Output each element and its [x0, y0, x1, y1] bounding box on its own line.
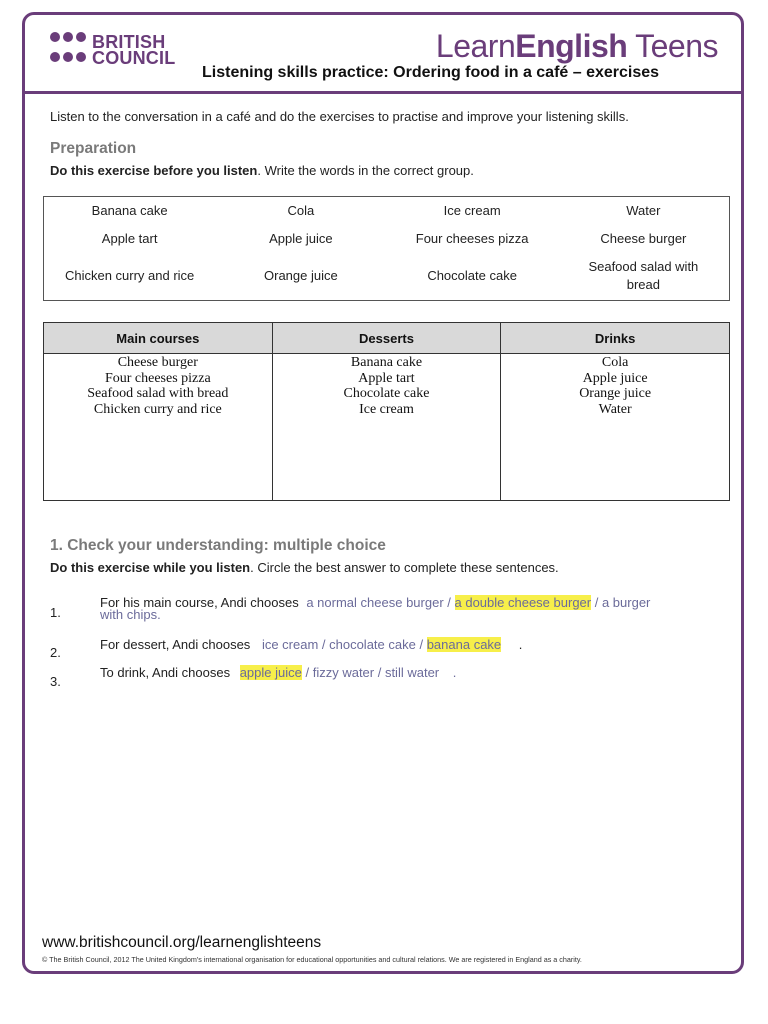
answer-option[interactable]: / fizzy water / still water — [305, 665, 440, 680]
question-2: For dessert, Andi chooses ice cream / chocolate cake / banana cake . — [100, 637, 523, 652]
preparation-instruction: Do this exercise before you listen. Write the words in the correct group. — [50, 163, 474, 178]
dessert-item: Apple tart — [358, 370, 415, 386]
answer-option-selected[interactable]: a double cheese burger — [454, 595, 592, 610]
exercise-1-heading: 1. Check your understanding: multiple choice — [50, 537, 386, 554]
word-item: Apple tart — [101, 230, 158, 246]
question-number: 2. — [50, 645, 61, 660]
dessert-item: Chocolate cake — [343, 386, 430, 401]
drinks-cell[interactable] — [501, 354, 730, 501]
main-course-item: Seafood salad with bread — [87, 386, 229, 401]
question-number: 1. — [50, 605, 61, 620]
learnenglish-teens-brand: LearnEnglish Teens — [435, 28, 718, 64]
word-item: Cola — [287, 202, 315, 218]
question-number: 3. — [50, 674, 61, 689]
preparation-heading: Preparation — [50, 140, 137, 157]
word-item: Apple juice — [269, 230, 333, 246]
word-item: Chocolate cake — [427, 268, 517, 283]
question-1: For his main course, Andi chooses a normal cheese burger / a double cheese burger / a burger with chips. — [100, 595, 651, 622]
main-course-item: Chicken curry and rice — [93, 401, 222, 417]
drink-item: Apple juice — [582, 370, 648, 386]
header-divider — [22, 91, 744, 94]
answer-option-selected[interactable]: banana cake — [426, 637, 502, 652]
word-item: Cheese burger — [600, 230, 687, 246]
column-header-drinks: Drinks — [501, 323, 730, 354]
word-item: Orange juice — [264, 268, 338, 283]
main-course-item: Four cheeses pizza — [104, 370, 211, 386]
word-item: Four cheeses pizza — [415, 230, 529, 246]
answer-option[interactable]: ice cream / chocolate cake / — [261, 637, 424, 652]
column-header-desserts: Desserts — [272, 323, 501, 354]
dessert-item: Ice cream — [359, 401, 414, 417]
answer-option[interactable]: / a burger — [594, 595, 651, 610]
main-courses-cell[interactable] — [44, 354, 273, 501]
desserts-cell[interactable] — [272, 354, 501, 501]
logo-dots-icon — [50, 32, 86, 68]
answer-option[interactable]: a normal cheese burger / — [306, 595, 451, 610]
exercise-1-instruction: Do this exercise while you listen. Circle the best answer to complete these sentences. — [50, 560, 559, 575]
column-header-main-courses: Main courses — [44, 323, 273, 354]
word-item: Ice cream — [443, 202, 501, 218]
main-course-item: Cheese burger — [117, 355, 198, 370]
logo-line-1: BRITISH — [92, 32, 166, 52]
logo-line-2: COUNCIL — [92, 48, 176, 68]
british-council-logo — [50, 32, 175, 68]
answer-option-continued[interactable]: with chips. — [100, 607, 161, 622]
drink-item: Cola — [601, 355, 629, 370]
drink-item: Orange juice — [579, 386, 652, 401]
word-bank — [43, 196, 730, 301]
word-item: Seafood salad with bread — [588, 259, 699, 292]
question-3: To drink, Andi chooses apple juice / fizzy water / still water . — [100, 665, 457, 680]
intro-text: Listen to the conversation in a café and do the exercises to practise and improve your listening skills. — [50, 109, 629, 124]
food-groups-table — [43, 322, 730, 501]
footer-copyright: © The British Council, 2012 The United Kingdom's international organisation for educational opportunities and cultural relations. We are registered in England as a charity. — [42, 955, 582, 964]
word-item: Chicken curry and rice — [64, 268, 195, 283]
word-item: Water — [626, 202, 661, 218]
word-item: Banana cake — [91, 202, 168, 218]
page-title: Listening skills practice: Ordering food in a café – exercises — [202, 64, 660, 81]
dessert-item: Banana cake — [350, 355, 423, 370]
drink-item: Water — [598, 401, 632, 417]
footer-url[interactable]: www.britishcouncil.org/learnenglishteens — [42, 934, 322, 951]
answer-option-selected[interactable]: apple juice — [239, 665, 302, 680]
